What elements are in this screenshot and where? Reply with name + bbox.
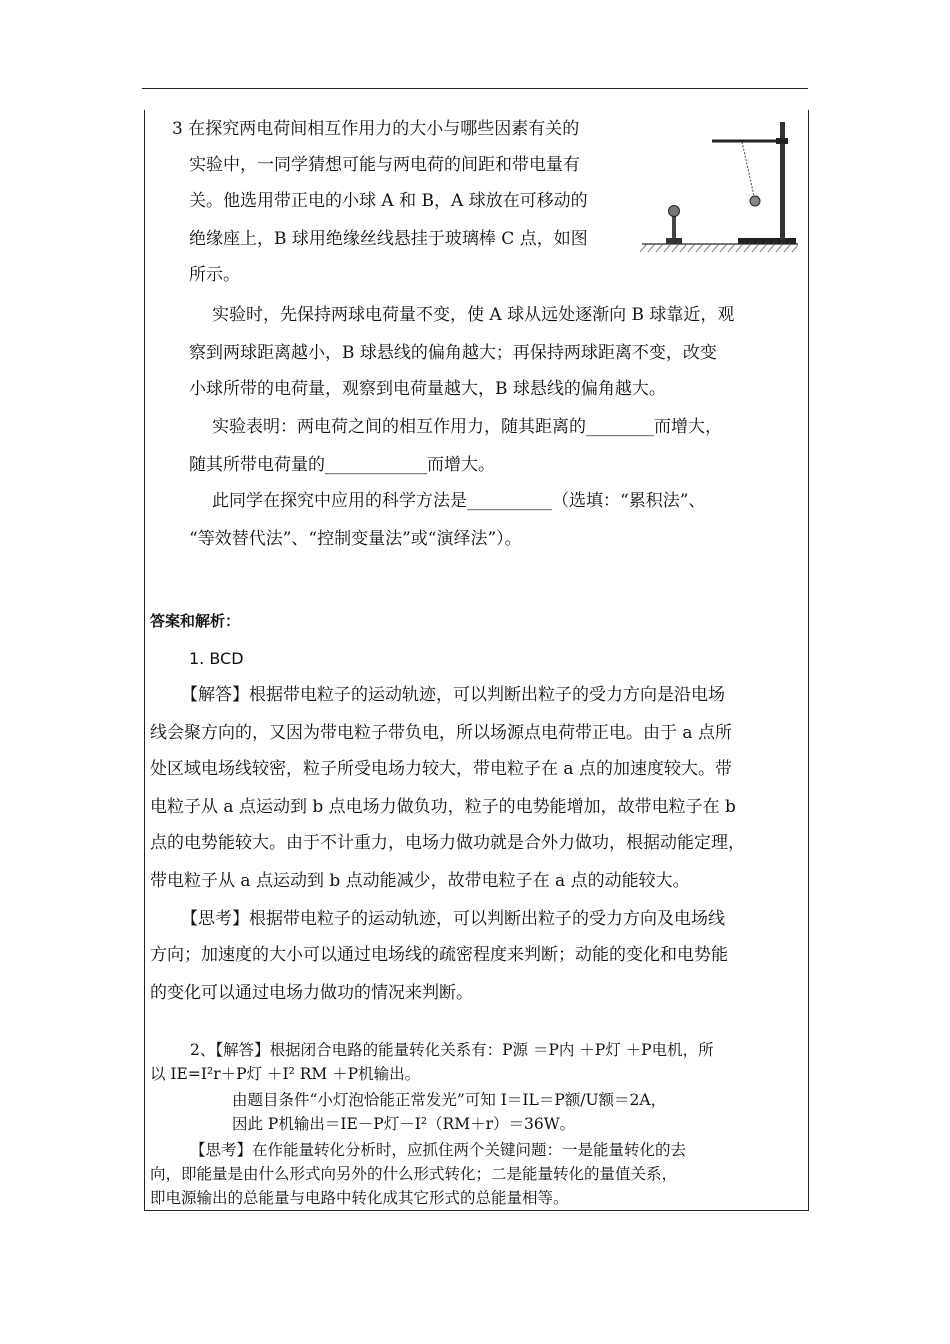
- problem-line: 实验时，先保持两球电荷量不变，使 A 球从远处逐渐向 B 球靠近，观: [212, 305, 735, 325]
- answer-line: 2、【解答】根据闭合电路的能量转化关系有：P源 ＝P内 ＋P灯 ＋P电机，所: [190, 1041, 714, 1059]
- problem-line: 实验中，一同学猜想可能与两电荷的间距和带电量有: [189, 155, 580, 175]
- answer-heading: 答案和解析：: [150, 612, 241, 630]
- answer-line: 点的电势能较大。由于不计重力，电场力做功就是合外力做功，根据动能定理，: [150, 833, 745, 853]
- header-rule: [142, 88, 808, 89]
- answer-line: 因此 P机输出＝IE－P灯－I²（RM＋r）＝36W。: [232, 1115, 576, 1133]
- problem-line: 小球所带的电荷量，观察到电荷量越大，B 球悬线的偏角越大。: [189, 379, 666, 399]
- answer-line: 【思考】在作能量转化分析时，应抓住两个关键问题：一是能量转化的去: [190, 1141, 687, 1159]
- answer-line: 以 IE=I²r＋P灯 ＋I² RM ＋P机输出。: [150, 1065, 421, 1083]
- answer-line: 电粒子从 a 点运动到 b 点电场力做负功，粒子的电势能增加，故带电粒子在 b: [150, 797, 736, 817]
- problem-line: 3 在探究两电荷间相互作用力的大小与哪些因素有关的: [172, 119, 580, 139]
- answer-line: 向，即能量是由什么形式向另外的什么形式转化；二是能量转化的量值关系，: [150, 1165, 678, 1183]
- problem-line: 所示。: [189, 265, 240, 285]
- answer-line: 即电源输出的总能量与电路中转化成其它形式的总能量相等。: [150, 1189, 569, 1207]
- problem-line: 随其所带电荷量的____________而增大。: [189, 455, 495, 475]
- problem-line: 绝缘座上，B 球用绝缘丝线悬挂于玻璃棒 C 点，如图: [189, 229, 588, 249]
- answer-line: 【解答】根据带电粒子的运动轨迹，可以判断出粒子的受力方向是沿电场: [181, 685, 725, 705]
- answer-line: 线会聚方向的，又因为带电粒子带负电，所以场源点电荷带正电。由于 a 点所: [150, 723, 732, 743]
- answer-line: 处区域电场线较密，粒子所受电场力较大，带电粒子在 a 点的加速度较大。带: [150, 759, 732, 779]
- problem-line: 关。他选用带正电的小球 A 和 B，A 球放在可移动的: [189, 191, 588, 211]
- answer-line: 的变化可以通过电场力做功的情况来判断。: [150, 983, 473, 1003]
- experiment-figure: [640, 118, 800, 258]
- problem-line: 实验表明：两电荷之间的相互作用力，随其距离的________而增大，: [212, 417, 722, 437]
- answer-line: 方向；加速度的大小可以通过电场线的疏密程度来判断；动能的变化和电势能: [150, 945, 728, 965]
- answer-1-label: 1. BCD: [189, 649, 244, 668]
- answer-line: 【思考】根据带电粒子的运动轨迹，可以判断出粒子的受力方向及电场线: [181, 909, 725, 929]
- problem-line: 此同学在探究中应用的科学方法是__________（选填：“累积法”、: [212, 491, 706, 511]
- answer-line: 由题目条件“小灯泡恰能正常发光”可知 I＝IL＝P额/U额＝2A，: [232, 1091, 667, 1109]
- answer-line: 带电粒子从 a 点运动到 b 点动能减少，故带电粒子在 a 点的动能较大。: [150, 871, 690, 891]
- problem-line: 察到两球距离越小，B 球悬线的偏角越大；再保持两球距离不变，改变: [189, 343, 717, 363]
- problem-line: “等效替代法”、“控制变量法”或“演绎法”）。: [189, 529, 522, 549]
